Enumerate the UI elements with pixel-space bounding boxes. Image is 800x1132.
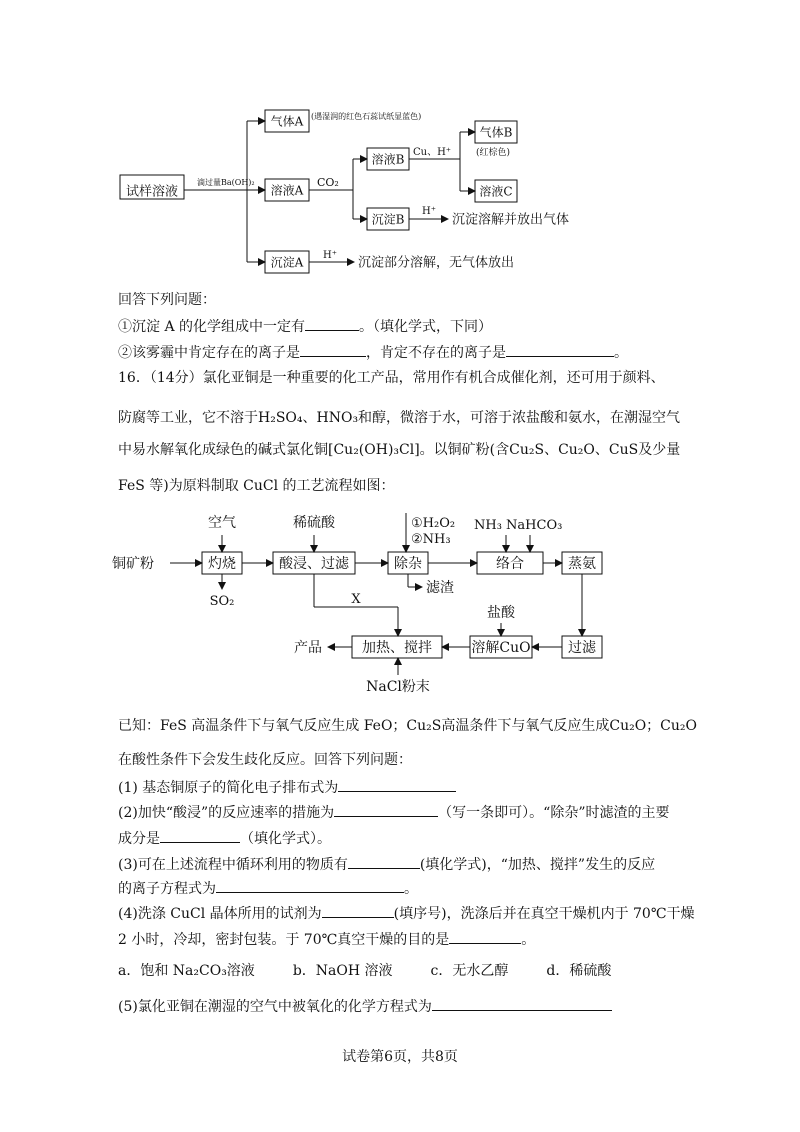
subq-5: (5)氯化亚铜在潮湿的空气中被氧化的化学方程式为 <box>118 996 612 1017</box>
answer-blank[interactable] <box>216 878 404 893</box>
subq-2-cont: 成分是 （填化学式）。 <box>118 828 331 849</box>
h-plus-label-2: H⁺ <box>323 250 337 261</box>
h-plus-label: H⁺ <box>422 206 436 217</box>
q15-part2: ②该雾霾中肯定存在的离子是 ，肯定不存在的离子是 。 <box>118 342 628 363</box>
dissolve-label: 溶解CuO <box>471 640 531 656</box>
answer-blank[interactable] <box>300 342 366 357</box>
q16-line4: FeS 等)为原料制取 CuCl 的工艺流程如图： <box>118 478 395 494</box>
answer-blank[interactable] <box>160 828 240 843</box>
solC-label: 溶液C <box>479 184 513 199</box>
complex-label: 络合 <box>496 556 524 572</box>
dil-h2so4-label: 稀硫酸 <box>293 515 335 531</box>
sample-label: 试样溶液 <box>125 184 179 200</box>
heat-stir-label: 加热、搅拌 <box>362 640 432 656</box>
subq-1: (1) 基态铜原子的简化电子排布式为 <box>118 777 456 798</box>
answer-blank[interactable] <box>432 996 612 1011</box>
page-footer: 试卷第6页，共8页 <box>342 1049 458 1065</box>
gasB-note: (红棕色) <box>476 148 511 158</box>
subq-4-options <box>118 961 649 981</box>
gasA-note: (遇湿润的红色石蕊试纸显蓝色) <box>311 112 422 121</box>
distill-label: 蒸氨 <box>568 556 596 572</box>
answer-blank[interactable] <box>305 316 359 331</box>
so2-label: SO₂ <box>209 594 235 609</box>
answer-blank[interactable] <box>449 929 521 944</box>
purify-label: 除杂 <box>394 556 422 572</box>
nacl-label: NaCl粉末 <box>366 679 430 695</box>
answer-blank[interactable] <box>348 854 420 869</box>
roast-label: 灼烧 <box>208 556 236 572</box>
q15-part1: ①沉淀 A 的化学组成中一定有 。（填化学式，下同） <box>118 316 492 337</box>
subq-4-cont: 2 小时，冷却，密封包装。于 70℃真空干燥的目的是 。 <box>118 929 535 950</box>
subq-4: (4)洗涤 CuCl 晶体所用的试剂为 (填序号)，洗涤后并在真空干燥机内于 70℃干燥 <box>118 903 695 924</box>
nh3-step-label: ②NH₃ <box>411 532 451 547</box>
precA-label: 沉淀A <box>270 255 304 270</box>
nh3-nahco3-label: NH₃ NaHCO₃ <box>474 518 563 533</box>
x-label: X <box>351 592 361 607</box>
air-label: 空气 <box>208 515 236 531</box>
subq-2: (2)加快“酸浸”的反应速率的措施为 （写一条即可）。“除杂”时滤渣的主要 <box>118 802 669 823</box>
gasB-label: 气体B <box>479 125 513 140</box>
filter-label: 过滤 <box>568 640 596 656</box>
known-line1: 已知：FeS 高温条件下与氧气反应生成 FeO；Cu₂S高温条件下与氧气反应生成Cu₂O；Cu₂O <box>118 718 698 734</box>
gasA-label: 气体A <box>270 114 304 129</box>
add-baoh2-label: 滴过量Ba(OH)₂ <box>197 178 255 187</box>
subq-3: (3)可在上述流程中循环利用的物质有 (填化学式)，“加热、搅拌”发生的反应 <box>118 854 655 875</box>
solA-label: 溶液A <box>270 183 304 198</box>
co2-label: CO₂ <box>317 176 339 189</box>
haze-analysis-diagram <box>110 95 630 285</box>
product-label: 产品 <box>294 640 322 656</box>
option-b[interactable]: b．NaOH 溶液 <box>292 963 393 979</box>
h2o2-label: ①H₂O₂ <box>411 516 456 531</box>
precA-result: 沉淀部分溶解，无气体放出 <box>358 255 515 271</box>
q15-intro: 回答下列问题： <box>118 292 216 308</box>
answer-blank[interactable] <box>322 903 394 918</box>
subq-3-cont: 的离子方程式为 。 <box>118 878 418 899</box>
option-c[interactable]: c．无水乙醇 <box>430 963 509 979</box>
option-d[interactable]: d．稀硫酸 <box>546 963 612 979</box>
known-line2: 在酸性条件下会发生歧化反应。回答下列问题： <box>118 752 412 768</box>
leach-label: 酸浸、过滤 <box>279 556 349 572</box>
option-a[interactable]: a．饱和 Na₂CO₃溶液 <box>118 963 255 979</box>
precB-label: 沉淀B <box>371 212 405 227</box>
answer-blank[interactable] <box>506 342 614 357</box>
q16-line3: 中易水解氧化成绿色的碱式氯化铜[Cu₂(OH)₃Cl]。以铜矿粉(含Cu₂S、Cu₂O、CuS及少量 <box>118 442 681 458</box>
precB-result: 沉淀溶解并放出气体 <box>452 212 570 228</box>
answer-blank[interactable] <box>334 802 438 817</box>
ore-label: 铜矿粉 <box>112 556 154 572</box>
q16-line2: 防腐等工业，它不溶于H₂SO₄、HNO₃和醇，微溶于水，可溶于浓盐酸和氨水，在潮湿空气 <box>118 410 681 426</box>
hcl-label: 盐酸 <box>487 605 515 621</box>
residue-label: 滤渣 <box>426 580 454 596</box>
solB-label: 溶液B <box>371 152 405 167</box>
cucl-process-flowchart <box>110 505 630 695</box>
q16-line1: 16．（14分）氯化亚铜是一种重要的化工产品，常用作有机合成催化剂，还可用于颜料、 <box>118 370 665 386</box>
cu-h-label: Cu、H⁺ <box>413 147 452 158</box>
answer-blank[interactable] <box>338 777 456 792</box>
